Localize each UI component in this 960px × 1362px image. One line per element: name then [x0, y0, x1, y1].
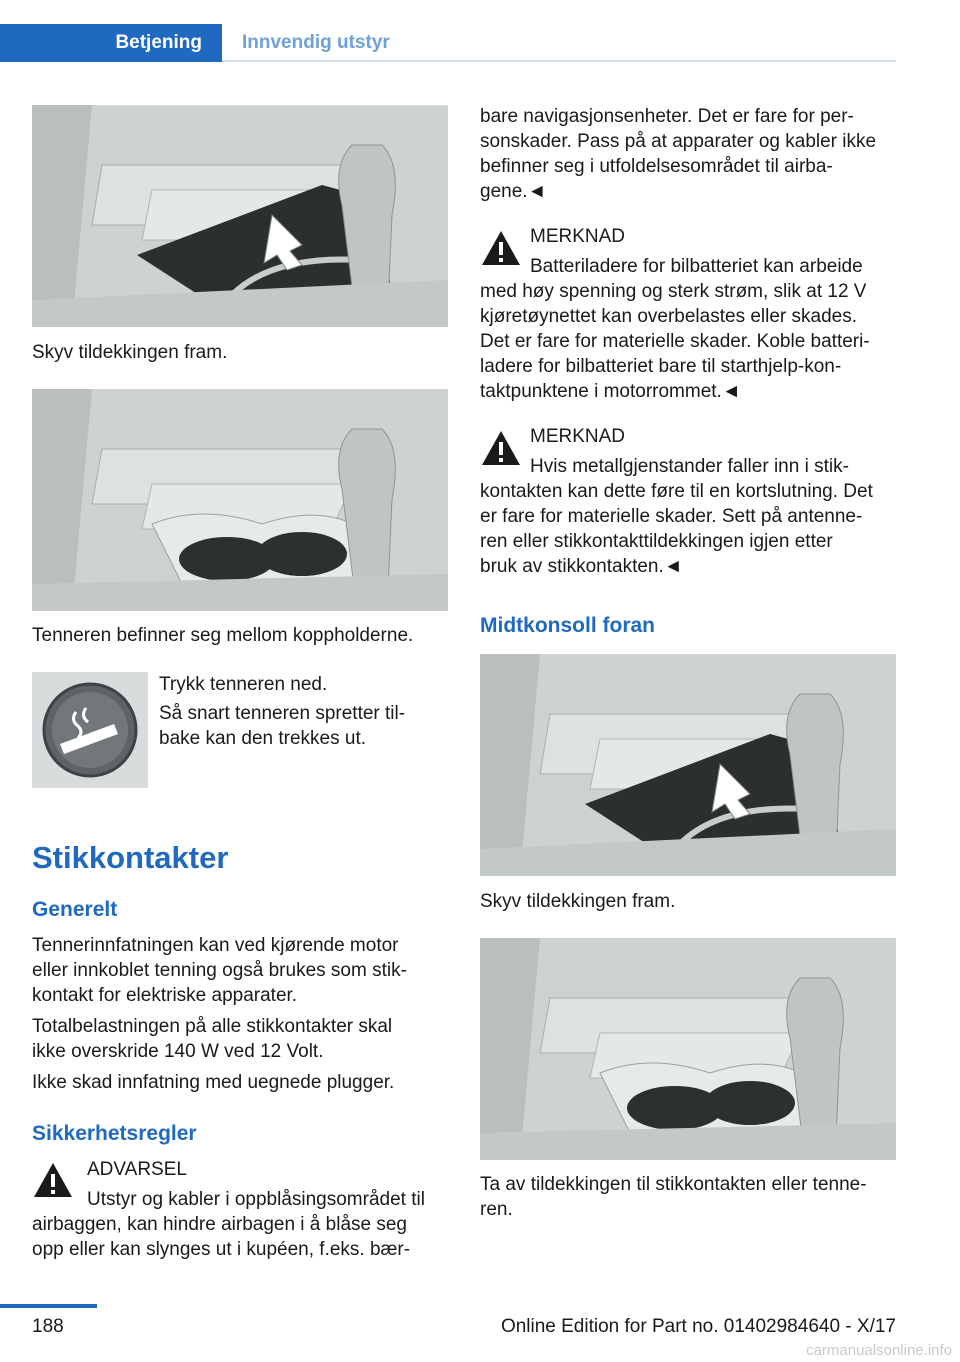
tab-betjening-label: Betjening [115, 32, 202, 53]
note1-label: MERKNAD [530, 226, 626, 247]
tab-innvendig-utstyr-label: Innvendig utstyr [242, 32, 390, 53]
generelt-line-5: ikke overskride 140 W ved 12 Volt. [32, 1041, 324, 1062]
figure-lighter [32, 672, 148, 788]
footer-rule [0, 1304, 97, 1308]
note1-line-5: ladere for bilbatteriet bare til starthjelp-kon- [480, 356, 842, 377]
note2-label: MERKNAD [530, 426, 626, 447]
figure-cover-slide [32, 105, 448, 327]
note1-line-3: kjøretøynettet kan overbelastes eller skades. [480, 306, 858, 327]
edition-text: Online Edition for Part no. 01402984640 - X/17 [500, 1316, 896, 1337]
note1-line-2: med høy spenning og sterk strøm, slik at 12 V [480, 281, 867, 302]
note1-line-6: taktpunktene i motorrommet.◄ [480, 381, 741, 402]
note2-line-1: Hvis metallgjenstander faller inn i stik- [530, 456, 849, 477]
generelt-line-2: eller innkoblet tenning også brukes som stik- [32, 960, 407, 981]
warning-cont-line-1: bare navigasjonsenheter. Det er fare for per- [480, 106, 854, 127]
warning-cont-line-4: gene.◄ [480, 181, 547, 202]
tab-innvendig-utstyr[interactable] [222, 24, 390, 62]
lighter-instruction-1: Trykk tenneren ned. [159, 674, 328, 695]
note2-line-4: ren eller stikkontakttildekkingen igjen etter [480, 531, 833, 552]
subsection-sikkerhetsregler: Sikkerhetsregler [32, 1122, 197, 1145]
page-number: 188 [32, 1316, 64, 1337]
subsection-generelt: Generelt [32, 898, 118, 921]
note2-line-5: bruk av stikkontakten.◄ [480, 556, 683, 577]
page-header [0, 0, 960, 64]
notice-triangle-icon [480, 428, 522, 468]
generelt-line-1: Tennerinnfatningen kan ved kjørende motor [32, 935, 399, 956]
caption-lighter-location: Tenneren befinner seg mellom koppholderne. [32, 625, 414, 646]
caption-remove-cover-line-1: Ta av tildekkingen til stikkontakten eller tenne- [480, 1174, 867, 1195]
lighter-instruction-3: bake kan den trekkes ut. [159, 728, 367, 749]
watermark: carmanualsonline.info [806, 1342, 952, 1359]
warning-label: ADVARSEL [87, 1159, 187, 1180]
generelt-line-3: kontakt for elektriske apparater. [32, 985, 298, 1006]
tab-betjening[interactable] [0, 24, 222, 62]
generelt-line-6: Ikke skad innfatning med uegnede plugger. [32, 1072, 395, 1093]
note1-line-4: Det er fare for materielle skader. Koble batteri- [480, 331, 870, 352]
generelt-line-4: Totalbelastningen på alle stikkontakter skal [32, 1016, 393, 1037]
warning-line-3: opp eller kan slynges ut i kupéen, f.eks. bær- [32, 1239, 411, 1260]
figure-cup-holders [32, 389, 448, 611]
warning-line-1: Utstyr og kabler i oppblåsingsområdet til [87, 1189, 425, 1210]
subsection-midtkonsoll: Midtkonsoll foran [480, 614, 655, 637]
section-title: Stikkontakter [32, 840, 229, 875]
warning-line-2: airbaggen, kan hindre airbagen i å blåse seg [32, 1214, 407, 1235]
warning-cont-line-2: sonskader. Pass på at apparater og kabler ikke [480, 131, 877, 152]
warning-triangle-icon [32, 1160, 74, 1200]
figure-front-console-cover [480, 654, 896, 876]
warning-cont-line-3: befinner seg i utfoldelsesområdet til airba- [480, 156, 833, 177]
caption-remove-cover-line-2: ren. [480, 1199, 513, 1220]
caption-slide-cover-2: Skyv tildekkingen fram. [480, 891, 676, 912]
note2-line-2: kontakten kan dette føre til en kortslutning. Det [480, 481, 873, 502]
notice-triangle-icon [480, 228, 522, 268]
lighter-instruction-2: Så snart tenneren spretter til- [159, 703, 406, 724]
note2-line-3: er fare for materielle skader. Sett på antenne- [480, 506, 863, 527]
header-rule [222, 60, 896, 62]
figure-front-console-socket [480, 938, 896, 1160]
note1-line-1: Batteriladere for bilbatteriet kan arbeide [530, 256, 863, 277]
caption-slide-cover: Skyv tildekkingen fram. [32, 342, 228, 363]
